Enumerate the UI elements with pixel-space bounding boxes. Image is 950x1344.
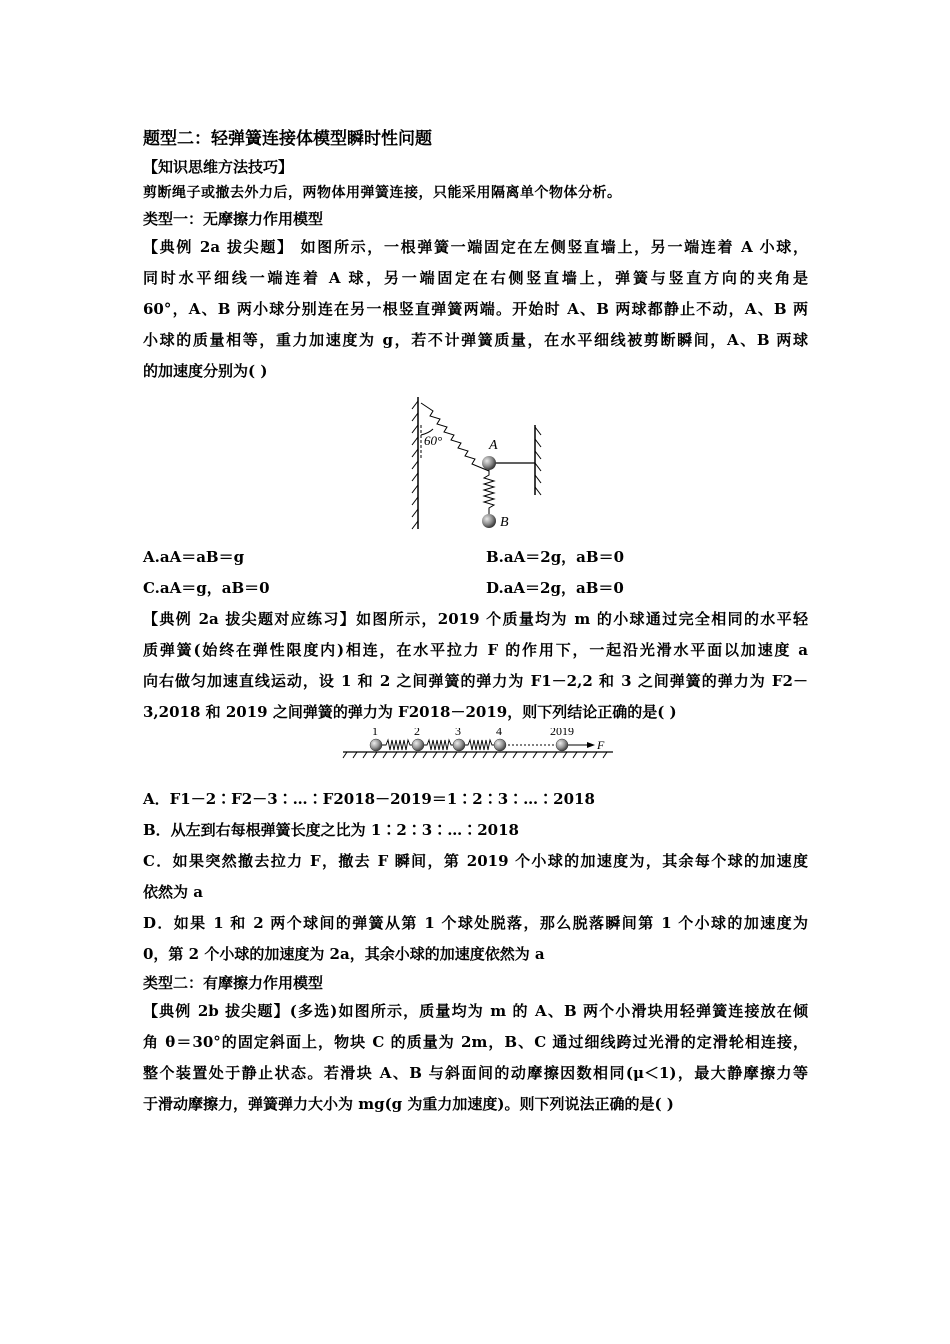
ball-b-label: B <box>500 515 509 530</box>
options-row <box>143 542 808 573</box>
section-title: 题型二：轻弹簧连接体模型瞬时性问题 <box>143 129 432 149</box>
stem-line: 的加速度分别为( ) <box>143 362 268 380</box>
ball-2 <box>412 739 424 751</box>
practice-stem <box>143 604 808 728</box>
practice-options <box>143 784 808 970</box>
stem-line: 向右做匀加速直线运动，设 1 和 2 之间弹簧的弹力为 F1－2,2 和 3 之间弹簧的弹力为 F2－ <box>143 672 808 690</box>
stem-line: 3,2018 和 2019 之间弹簧的弹力为 F2018－2019，则下列结论正确的是( ) <box>143 703 677 721</box>
option-d-cont: 0，第 2 个小球的加速度为 2a，其余小球的加速度依然为 a <box>143 945 545 963</box>
example-2a-stem <box>143 232 808 387</box>
stem-line: 整个装置处于静止状态。若滑块 A、B 与斜面间的动摩擦因数相同(μ＜1)，最大静摩擦力等 <box>143 1064 808 1082</box>
ball-label: 2019 <box>550 728 574 738</box>
ball-chain-figure <box>143 728 808 784</box>
ball-b <box>482 514 496 528</box>
stem-line: 角 θ＝30°的固定斜面上，物块 C 的质量为 2m，B、C 通过细线跨过光滑的定滑轮相连接， <box>143 1033 808 1051</box>
example-2b-stem <box>143 996 808 1120</box>
spring <box>463 740 496 750</box>
ball-3 <box>453 739 465 751</box>
ball-label: 2 <box>414 728 420 738</box>
ball-1 <box>370 739 382 751</box>
vertical-spring <box>484 470 494 514</box>
ball-2019 <box>556 739 568 751</box>
stem-line: 质弹簧(始终在弹性限度内)相连，在水平拉力 F 的作用下，一起沿光滑水平面以加速度 a <box>143 641 808 659</box>
options-row <box>143 573 808 604</box>
spring-ball-diagram <box>143 387 808 542</box>
option-c-cont: 依然为 a <box>143 883 203 901</box>
type2-heading: 类型二：有摩擦力作用模型 <box>143 974 324 992</box>
ball-a-label: A <box>489 438 498 453</box>
option-d: D．如果 1 和 2 两个球间的弹簧从第 1 个球处脱落，那么脱落瞬间第 1 个小球的加速度为 <box>143 914 808 932</box>
document-page <box>143 124 808 1120</box>
ball-chain-diagram <box>143 728 808 784</box>
option-d: D.aA＝2g，aB＝0 <box>486 579 624 597</box>
stem-line: 【典例 2a 拔尖题】 如图所示，一根弹簧一端固定在左侧竖直墙上，另一端连着 A 小球， <box>143 238 808 256</box>
knowledge-heading: 【知识思维方法技巧】 <box>143 158 294 176</box>
ground <box>343 752 613 758</box>
ball-label: 4 <box>496 728 502 738</box>
angle-label: 60° <box>424 433 443 448</box>
option-b: B．从左到右每根弹簧长度之比为 1∶2∶3∶…∶2018 <box>143 821 519 839</box>
option-a: A．F1－2∶F2－3∶…∶F2018－2019＝1∶2∶3∶…∶2018 <box>143 790 595 808</box>
stem-line: 小球的质量相等，重力加速度为 g，若不计弹簧质量，在水平细线被剪断瞬间，A、B 两球 <box>143 331 808 349</box>
spring <box>381 740 414 750</box>
force-label: F <box>597 738 605 752</box>
option-a: A.aA＝aB＝g <box>143 548 245 566</box>
type1-heading: 类型一：无摩擦力作用模型 <box>143 210 324 228</box>
ball-label: 1 <box>372 728 378 738</box>
option-b: B.aA＝2g，aB＝0 <box>486 548 625 566</box>
left-wall <box>412 397 418 529</box>
ball-label: 3 <box>455 728 461 738</box>
spring-ball-figure <box>143 387 808 542</box>
stem-line: 于滑动摩擦力，弹簧弹力大小为 mg(g 为重力加速度)。则下列说法正确的是( ) <box>143 1095 674 1113</box>
stem-line: 同时水平细线一端连着 A 球，另一端固定在右侧竖直墙上，弹簧与竖直方向的夹角是 <box>143 269 808 287</box>
stem-line: 60°，A、B 两小球分别连在另一根竖直弹簧两端。开始时 A、B 两球都静止不动，A、B 两 <box>143 300 808 318</box>
stem-line: 【典例 2b 拔尖题】(多选)如图所示，质量均为 m 的 A、B 两个小滑块用轻弹簧连接放在倾 <box>143 1002 808 1020</box>
option-c: C．如果突然撤去拉力 F，撤去 F 瞬间，第 2019 个小球的加速度为，其余每个球的加速度 <box>143 852 808 870</box>
option-c: C.aA＝g，aB＝0 <box>143 579 270 597</box>
ball-4 <box>494 739 506 751</box>
stem-line: 【典例 2a 拔尖题对应练习】如图所示，2019 个质量均为 m 的小球通过完全相同的水平轻 <box>143 610 808 628</box>
spring <box>422 740 455 750</box>
knowledge-tip: 剪断绳子或撤去外力后，两物体用弹簧连接，只能采用隔离单个物体分析。 <box>143 185 622 201</box>
ball-a <box>482 456 496 470</box>
arrow-head-icon <box>587 742 595 748</box>
right-wall <box>535 425 541 495</box>
